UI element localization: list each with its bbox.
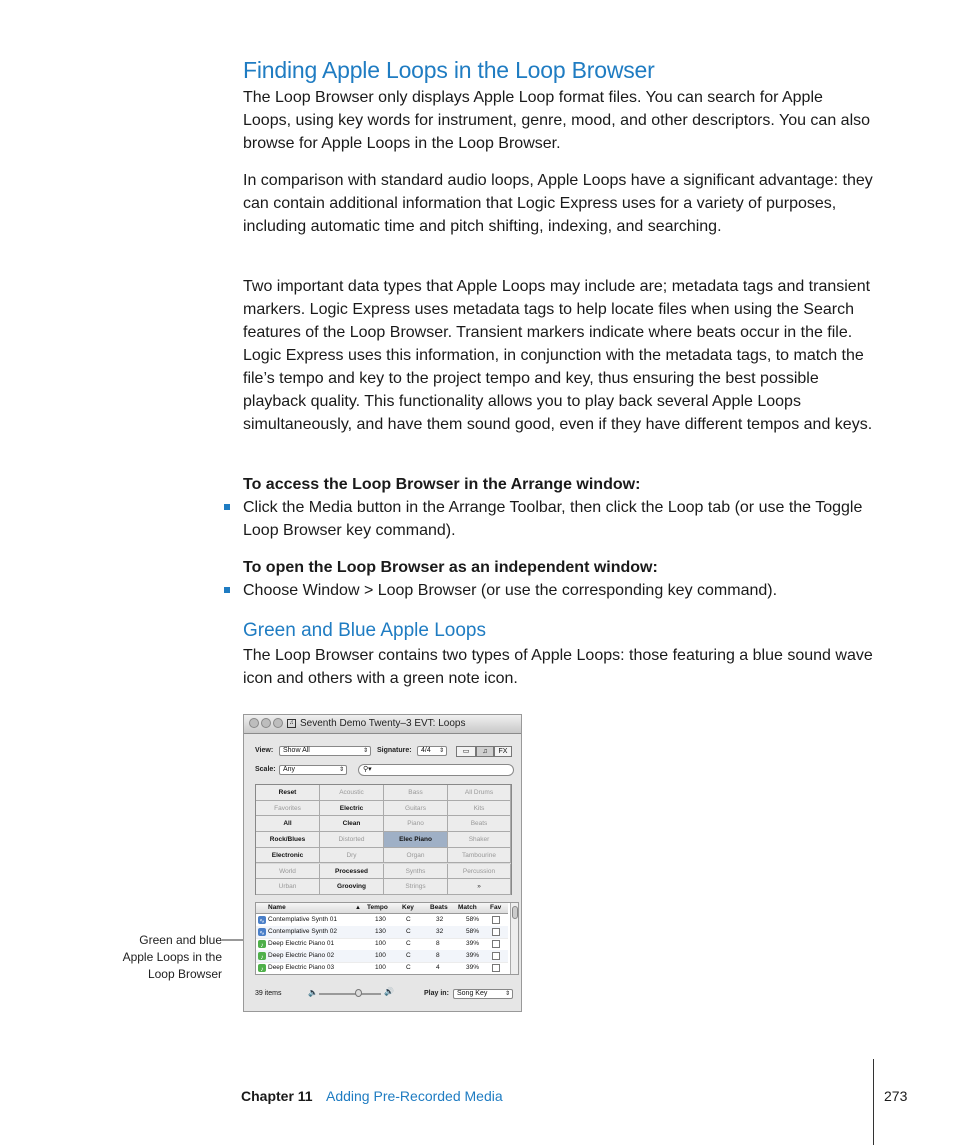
cell-name: Contemplative Synth 02 bbox=[268, 928, 338, 935]
cell-match: 58% bbox=[466, 916, 480, 923]
cell-name: Deep Electric Piano 03 bbox=[268, 964, 335, 971]
cell-key: C bbox=[406, 916, 411, 923]
favorite-checkbox[interactable] bbox=[492, 964, 500, 972]
callout-line-3: Loop Browser bbox=[147, 967, 222, 981]
cell-beats: 32 bbox=[436, 916, 444, 923]
updown-arrow-icon: ⇕ bbox=[338, 767, 344, 773]
green-note-icon: ♪ bbox=[258, 940, 266, 948]
play-in-label: Play in: bbox=[424, 990, 449, 997]
column-view-button[interactable] bbox=[476, 746, 494, 757]
keyword-button[interactable]: Electronic bbox=[256, 848, 320, 864]
figure-callout bbox=[110, 932, 222, 983]
play-in-select[interactable] bbox=[453, 989, 513, 999]
grid-icon: ▭ bbox=[462, 748, 470, 755]
paragraph-intro: The Loop Browser only displays Apple Loop format files. You can search for Apple Loops, using key words for instrument, genre, mood, and other descriptors. You can also browse for Apple Loops in the Loop Browser. bbox=[243, 89, 871, 152]
cell-match: 39% bbox=[466, 952, 480, 959]
footer-chapter: Chapter 11 bbox=[241, 1088, 313, 1104]
cell-tempo: 130 bbox=[375, 928, 386, 935]
cell-name: Contemplative Synth 01 bbox=[268, 916, 338, 923]
volume-slider-knob[interactable] bbox=[355, 989, 362, 997]
column-beats[interactable]: Beats bbox=[430, 904, 448, 911]
bullet-window bbox=[243, 579, 873, 602]
cell-name: Deep Electric Piano 02 bbox=[268, 952, 335, 959]
column-fav[interactable]: Fav bbox=[490, 904, 502, 911]
cell-tempo: 100 bbox=[375, 964, 386, 971]
paragraph-advantage: In comparison with standard audio loops, Apple Loops have a significant advantage: they can contain additional information that Logic Express uses for a variety of purposes, including automatic time and pitch shifting, indexing, and searching. bbox=[243, 172, 873, 235]
favorite-checkbox[interactable] bbox=[492, 940, 500, 948]
keyword-button[interactable]: Organ bbox=[384, 848, 448, 864]
keyword-button[interactable]: World bbox=[256, 864, 320, 880]
keyword-button[interactable]: Beats bbox=[448, 816, 511, 832]
keyword-button[interactable]: Shaker bbox=[448, 832, 511, 848]
keyword-button[interactable]: All Drums bbox=[448, 785, 511, 801]
blue-waveform-icon: ∿ bbox=[259, 918, 265, 925]
favorite-checkbox[interactable] bbox=[492, 952, 500, 960]
cell-key: C bbox=[406, 940, 411, 947]
signature-value: 4/4 bbox=[421, 747, 431, 754]
callout-line-2: Apple Loops in the bbox=[122, 950, 222, 964]
cell-beats: 32 bbox=[436, 928, 444, 935]
volume-high-icon: 🔊 bbox=[384, 987, 394, 996]
section-heading: Finding Apple Loops in the Loop Browser bbox=[243, 57, 655, 83]
keyword-button[interactable]: Elec Piano bbox=[384, 832, 448, 848]
scale-label: Scale: bbox=[255, 766, 276, 773]
cell-name: Deep Electric Piano 01 bbox=[268, 940, 335, 947]
scale-select[interactable] bbox=[279, 765, 347, 775]
keyword-button[interactable]: Strings bbox=[384, 879, 448, 895]
scale-value: Any bbox=[283, 766, 296, 773]
keyword-button[interactable]: Clean bbox=[320, 816, 384, 832]
favorite-checkbox[interactable] bbox=[492, 928, 500, 936]
keyword-button[interactable]: Tambourine bbox=[448, 848, 511, 864]
cell-beats: 8 bbox=[436, 940, 440, 947]
list-header bbox=[256, 903, 508, 914]
loop-browser-screenshot bbox=[243, 714, 522, 1012]
updown-arrow-icon: ⇕ bbox=[438, 748, 444, 754]
minimize-window-icon[interactable] bbox=[261, 718, 271, 728]
keyword-button[interactable]: Piano bbox=[384, 816, 448, 832]
loop-row[interactable] bbox=[256, 962, 508, 975]
keyword-button[interactable]: Rock/Blues bbox=[256, 832, 320, 848]
cell-key: C bbox=[406, 928, 411, 935]
cell-tempo: 100 bbox=[375, 952, 386, 959]
bullet-text: Choose Window > Loop Browser (or use the corresponding key command). bbox=[243, 582, 778, 599]
close-window-icon[interactable] bbox=[249, 718, 259, 728]
cell-match: 39% bbox=[466, 940, 480, 947]
bullet-arrange bbox=[243, 496, 873, 542]
items-count: 39 items bbox=[255, 990, 282, 997]
bullet-square-icon bbox=[224, 504, 230, 510]
bullet-square-icon bbox=[224, 587, 230, 593]
bullet-text: Click the Media button in the Arrange Toolbar, then click the Loop tab (or use the Toggle Loop Browser key command). bbox=[243, 499, 863, 539]
cell-tempo: 130 bbox=[375, 916, 386, 923]
zoom-window-icon[interactable] bbox=[273, 718, 283, 728]
green-note-icon: ♪ bbox=[258, 964, 266, 972]
keyword-button[interactable]: Reset bbox=[256, 785, 320, 801]
cell-tempo: 100 bbox=[375, 940, 386, 947]
page-number: 273 bbox=[884, 1088, 908, 1104]
updown-arrow-icon: ⇕ bbox=[362, 748, 368, 754]
keyword-button[interactable]: All bbox=[256, 816, 320, 832]
fx-button[interactable]: FX bbox=[494, 746, 512, 757]
cell-match: 58% bbox=[466, 928, 480, 935]
green-note-icon: ♪ bbox=[258, 952, 266, 960]
view-value: Show All bbox=[283, 747, 310, 754]
sort-arrow-icon: ▲ bbox=[355, 905, 361, 911]
footer-chapter-title: Adding Pre-Recorded Media bbox=[326, 1088, 503, 1104]
keyword-button[interactable]: Synths bbox=[384, 864, 448, 880]
callout-line-1: Green and blue bbox=[139, 933, 222, 947]
keyword-button[interactable]: Bass bbox=[384, 785, 448, 801]
music-note-icon: ♫ bbox=[482, 748, 488, 755]
bottom-bar bbox=[244, 983, 521, 1003]
search-input[interactable] bbox=[358, 764, 514, 776]
favorite-checkbox[interactable] bbox=[492, 916, 500, 924]
loop-results-list bbox=[255, 902, 519, 975]
footer-divider bbox=[873, 1059, 874, 1145]
blue-waveform-icon: ∿ bbox=[259, 930, 265, 937]
keyword-button[interactable]: Favorites bbox=[256, 801, 320, 817]
signature-select[interactable] bbox=[417, 746, 447, 756]
keyword-button[interactable]: Grooving bbox=[320, 879, 384, 895]
search-icon: ⚲▾ bbox=[363, 766, 372, 773]
paragraph-data-types: Two important data types that Apple Loops may include are; metadata tags and transient markers. Logic Express uses metadata tags to help locate files when using the Search features of the Loop Browser. Transient markers indicate where beats occur in the file. Logic Express uses this information, in conjunction with the metadata tags, to match the file’s tempo and key to the project tempo and key, thus ensuring the best possible playback quality. This functionality allows you to play back several Apple Loops simultaneously, and have them sound good, even if they have different tempos and keys. bbox=[243, 278, 873, 433]
view-label: View: bbox=[255, 747, 274, 754]
keyword-button[interactable]: Electric bbox=[320, 801, 384, 817]
button-view-button[interactable] bbox=[456, 746, 476, 757]
view-select[interactable] bbox=[279, 746, 371, 756]
column-name[interactable]: Name bbox=[268, 904, 286, 911]
cell-match: 39% bbox=[466, 964, 480, 971]
paragraph-loop-types: The Loop Browser contains two types of Apple Loops: those featuring a blue sound wave icon and others with a green note icon. bbox=[243, 647, 873, 687]
keyword-button[interactable]: Processed bbox=[320, 864, 384, 880]
cell-beats: 4 bbox=[436, 964, 440, 971]
keyword-button[interactable]: » bbox=[448, 879, 511, 895]
task-heading-window: To open the Loop Browser as an independent window: bbox=[243, 559, 658, 576]
cell-beats: 8 bbox=[436, 952, 440, 959]
play-in-value: Song Key bbox=[457, 990, 488, 997]
volume-slider[interactable] bbox=[319, 993, 381, 995]
window-titlebar bbox=[244, 715, 521, 734]
column-key[interactable]: Key bbox=[402, 904, 414, 911]
loop-window-icon: ♫ bbox=[287, 719, 296, 728]
keyword-grid bbox=[255, 784, 512, 895]
list-scrollbar[interactable] bbox=[510, 903, 519, 974]
updown-arrow-icon: ⇕ bbox=[504, 991, 510, 997]
column-tempo[interactable]: Tempo bbox=[367, 904, 388, 911]
column-match[interactable]: Match bbox=[458, 904, 477, 911]
subsection-heading: Green and Blue Apple Loops bbox=[243, 620, 486, 641]
keyword-button[interactable]: Urban bbox=[256, 879, 320, 895]
keyword-button[interactable]: Distorted bbox=[320, 832, 384, 848]
keyword-button[interactable]: Percussion bbox=[448, 864, 511, 880]
keyword-button[interactable]: Guitars bbox=[384, 801, 448, 817]
volume-low-icon: 🔈 bbox=[308, 988, 318, 997]
window-title: Seventh Demo Twenty–3 EVT: Loops bbox=[300, 718, 466, 729]
keyword-button[interactable]: Kits bbox=[448, 801, 511, 817]
scroll-thumb[interactable] bbox=[512, 906, 518, 919]
signature-label: Signature: bbox=[377, 747, 412, 754]
keyword-button[interactable]: Dry bbox=[320, 848, 384, 864]
task-heading-arrange: To access the Loop Browser in the Arrange window: bbox=[243, 476, 641, 493]
cell-key: C bbox=[406, 952, 411, 959]
cell-key: C bbox=[406, 964, 411, 971]
keyword-button[interactable]: Acoustic bbox=[320, 785, 384, 801]
